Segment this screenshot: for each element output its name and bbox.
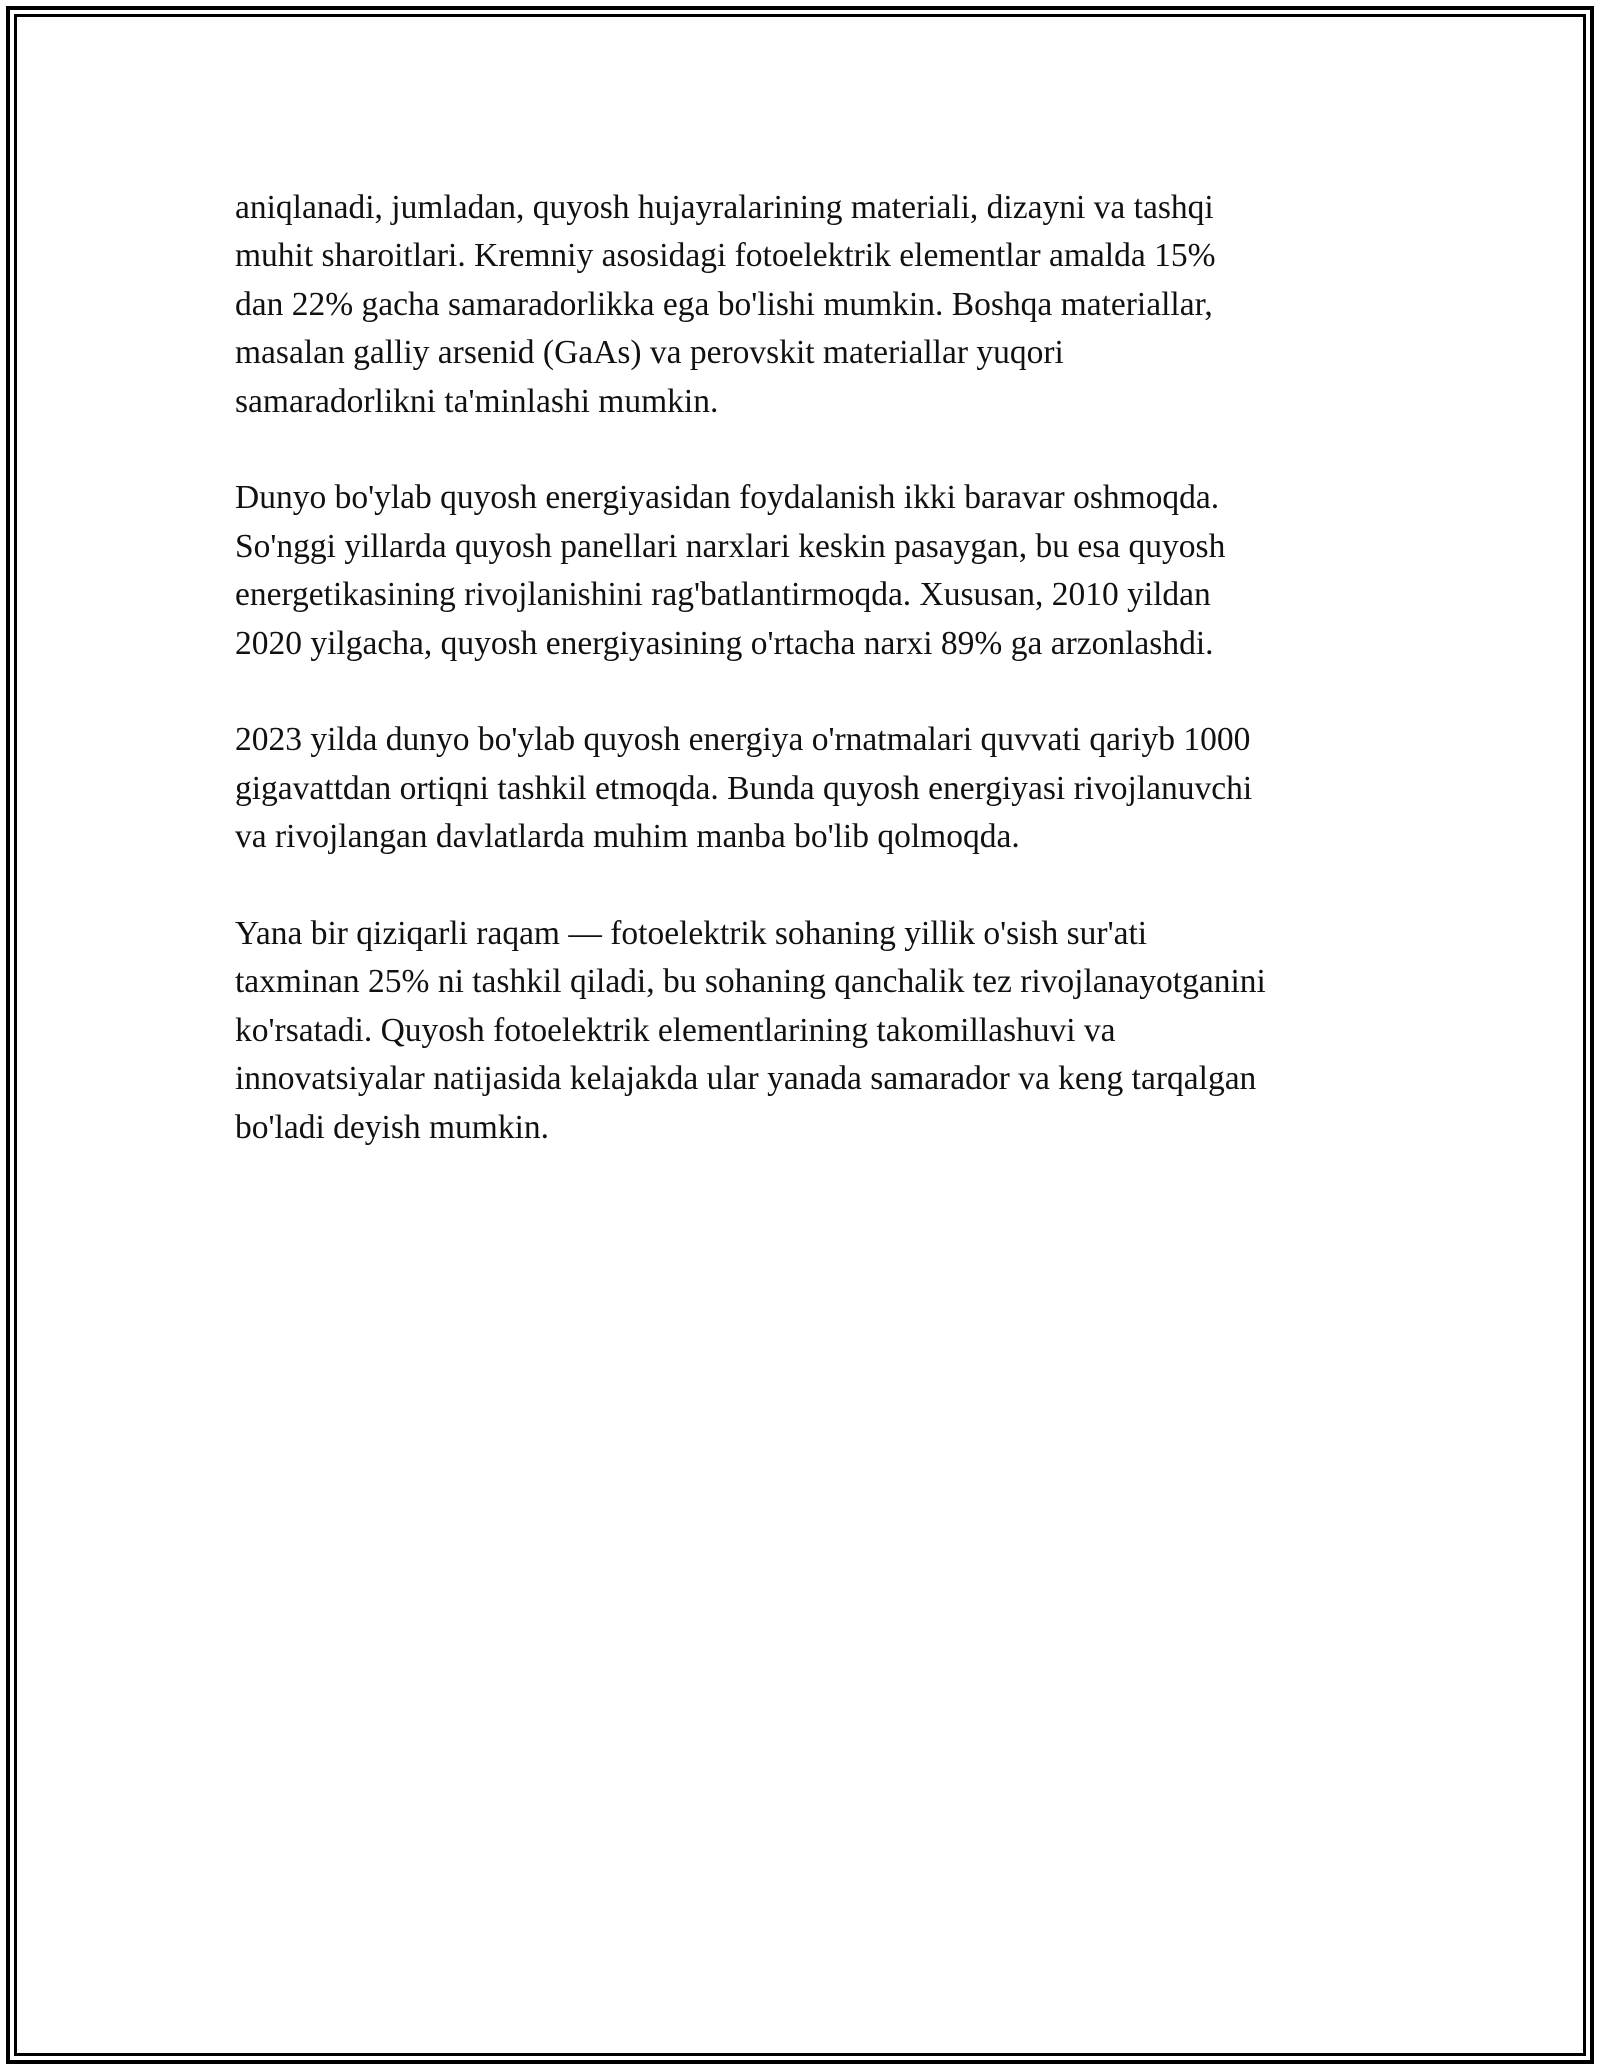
paragraph-growth-rate: Yana bir qiziqarli raqam — fotoelektrik sohaning yillik o'sish sur'ati taxminan 25% ni tashkil qiladi, bu sohaning qanchalik tez rivojlanayotganini ko'rsatadi. Quyosh fotoelektrik elementlarining takomillashuvi va innovatsiyalar natijasida kelajakda ular yanada samarador va keng tarqalgan bo'ladi deyish mumkin. xyxy=(235,915,1266,1146)
document-body xyxy=(235,184,1375,1200)
paragraph-installed-capacity: 2023 yilda dunyo bo'ylab quyosh energiya o'rnatmalari quvvati qariyb 1000 gigavattdan ortiqni tashkil etmoqda. Bunda quyosh energiyasi rivojlanuvchi va rivojlangan davlatlarda muhim manba bo'lib qolmoqda. xyxy=(235,721,1253,856)
paragraph-efficiency: aniqlanadi, jumladan, quyosh hujayralarining materiali, dizayni va tashqi muhit sharoitlari. Kremniy asosidagi fotoelektrik elementlar amalda 15% dan 22% gacha samaradorlikka ega bo'lishi mumkin. Boshqa materiallar, masalan galliy arsenid (GaAs) va perovskit materiallar yuqori samaradorlikni ta'minlashi mumkin. xyxy=(235,189,1216,420)
paragraph-usage-growth: Dunyo bo'ylab quyosh energiyasidan foydalanish ikki baravar oshmoqda. So'nggi yillarda quyosh panellari narxlari keskin pasaygan, bu esa quyosh energetikasining rivojlanishini rag'batlantirmoqda. Xususan, 2010 yildan 2020 yilgacha, quyosh energiyasining o'rtacha narxi 89% ga arzonlashdi. xyxy=(235,479,1226,662)
